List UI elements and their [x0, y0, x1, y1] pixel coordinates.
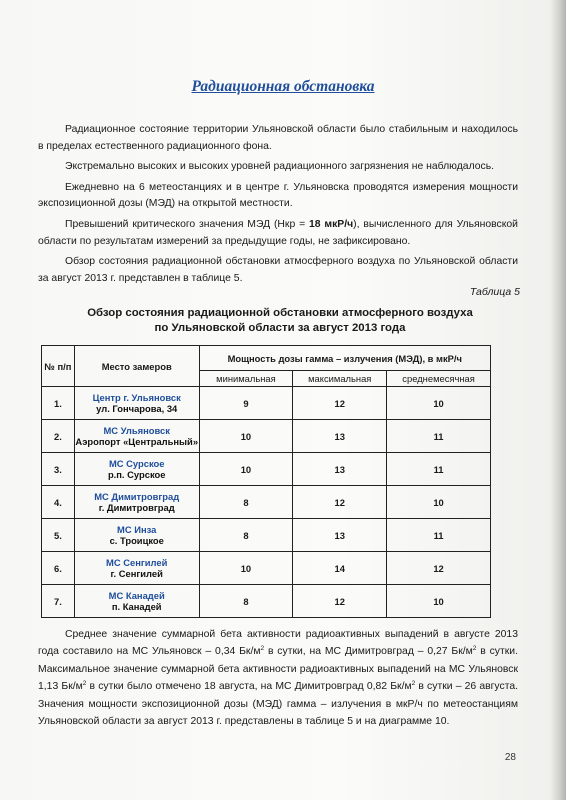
cell-avg: 11	[387, 519, 491, 552]
paragraph: Экстремально высоких и высоких уровней радиационного загрязнения не наблюдалось.	[65, 161, 495, 173]
cell-max: 13	[293, 420, 387, 453]
table-body	[42, 387, 491, 618]
superscript: 2	[260, 645, 265, 653]
cell-max: 12	[293, 585, 387, 618]
cell-place	[74, 552, 199, 585]
section-heading: Радиационная обстановка	[191, 78, 375, 95]
cell-no: 5.	[42, 519, 75, 552]
paragraph	[38, 626, 518, 730]
paragraph: Радиационное состояние территории Ульяновской области было стабильным и находилось в пределах естественного радиационного фона.	[38, 124, 518, 152]
radiation-table	[41, 345, 491, 618]
cell-no: 4.	[42, 486, 75, 519]
station-name: МС Ульяновск	[103, 424, 170, 436]
page-edge-shadow	[550, 0, 566, 800]
table-row	[42, 552, 491, 585]
station-name: МС Сенгилей	[106, 556, 168, 568]
cell-min: 10	[199, 453, 293, 486]
station-name: МС Инза	[117, 523, 157, 535]
cell-no: 7.	[42, 585, 75, 618]
station-location: с. Троицкое	[109, 535, 164, 546]
cell-min: 10	[199, 552, 293, 585]
cell-max: 13	[293, 519, 387, 552]
station-location: р.п. Сурское	[107, 469, 166, 480]
paragraph-text: в сутки, на МС Димитровград – 0,27 Бк/м	[264, 646, 473, 658]
header-dose-group: Мощность дозы гамма – излучения (МЭД), в мкР/ч	[199, 346, 490, 371]
table-title-line: Обзор состояния радиационной обстановки атмосферного воздуха	[87, 307, 473, 319]
header-place: Место замеров	[74, 346, 199, 387]
paragraph-text: в сутки было отмечено 18 августа, на МС Димитровград 0,82 Бк/м	[86, 681, 412, 693]
cell-place	[74, 486, 199, 519]
paragraph: Ежедневно на 6 метеостанциях и в центре г. Ульяновска проводятся измерения мощности экспозиционной дозы (МЭД) на открытой местности.	[38, 181, 518, 210]
table-title	[40, 306, 520, 336]
cell-avg: 11	[387, 453, 491, 486]
cell-no: 2.	[42, 420, 75, 453]
critical-value: 18 мкР/ч	[309, 218, 354, 230]
closing-text	[38, 626, 518, 730]
table-row	[42, 387, 491, 420]
cell-min: 8	[199, 585, 293, 618]
paragraph-text: Среднее значение суммарной бета активности радиоактивных выпадений в августе 2013 года составило на МС Ульяновск – 0,34 Бк/м	[38, 629, 518, 658]
table-caption: Таблица 5	[469, 286, 520, 298]
cell-avg: 11	[387, 420, 491, 453]
cell-max: 14	[293, 552, 387, 585]
paragraph-text: Превышений критического значения МЭД (Нкр =	[65, 218, 309, 230]
header-max: максимальная	[293, 371, 387, 387]
cell-min: 9	[199, 387, 293, 420]
table-row	[42, 453, 491, 486]
cell-min: 10	[199, 420, 293, 453]
station-name: МС Канадей	[108, 589, 165, 601]
page-number: 28	[504, 752, 516, 763]
cell-min: 8	[199, 519, 293, 552]
cell-place	[74, 387, 199, 420]
station-name: Центр г. Ульяновск	[92, 391, 181, 403]
header-no: № п/п	[42, 346, 75, 387]
superscript: 2	[472, 645, 477, 653]
superscript: 2	[82, 680, 87, 688]
table-row	[42, 420, 491, 453]
paragraph	[38, 217, 518, 250]
intro-text	[38, 122, 518, 291]
cell-max: 12	[293, 387, 387, 420]
cell-avg: 12	[387, 552, 491, 585]
cell-avg: 10	[387, 387, 491, 420]
cell-avg: 10	[387, 486, 491, 519]
table-row	[42, 486, 491, 519]
cell-place	[74, 585, 199, 618]
cell-no: 6.	[42, 552, 75, 585]
paragraph-text: ), вычисленного для Ульяновской области по результатам измерений за предыдущие годы, не зафиксировано.	[38, 218, 518, 247]
cell-no: 3.	[42, 453, 75, 486]
station-location: Аэропорт «Центральный»	[75, 436, 199, 447]
table-row	[42, 585, 491, 618]
superscript: 2	[411, 680, 416, 688]
cell-place	[74, 453, 199, 486]
cell-max: 13	[293, 453, 387, 486]
paragraph-text: в сутки – 26 августа. Значения мощности экспозиционной дозы (МЭД) гамма – излучения в мкР/ч по метеостанциям Ульяновской области за август 2013 г. представлены в таблице 5 и на диаграмме 10.	[38, 681, 519, 728]
station-name: МС Сурское	[108, 457, 165, 469]
station-name: МС Димитровград	[94, 490, 180, 502]
cell-avg: 10	[387, 585, 491, 618]
cell-min: 8	[199, 486, 293, 519]
cell-max: 12	[293, 486, 387, 519]
station-location: ул. Гончарова, 34	[96, 403, 178, 414]
cell-place	[74, 519, 199, 552]
header-min: минимальная	[199, 371, 293, 387]
header-avg: среднемесячная	[387, 371, 491, 387]
station-location: г. Димитровград	[98, 502, 175, 513]
station-location: п. Канадей	[111, 601, 162, 612]
cell-no: 1.	[42, 387, 75, 420]
paragraph-text: в сутки. Максимальное значение суммарной бета активности радиоактивных выпадений на МС Ульяновск 1,13 Бк/м	[38, 646, 518, 693]
table-title-line: по Ульяновской области за август 2013 года	[154, 322, 406, 334]
station-location: г. Сенгилей	[110, 568, 163, 579]
paragraph: Обзор состояния радиационной обстановки атмосферного воздуха по Ульяновской области за август 2013 г. представлен в таблице 5.	[38, 256, 518, 284]
table-row	[42, 519, 491, 552]
cell-place	[74, 420, 199, 453]
